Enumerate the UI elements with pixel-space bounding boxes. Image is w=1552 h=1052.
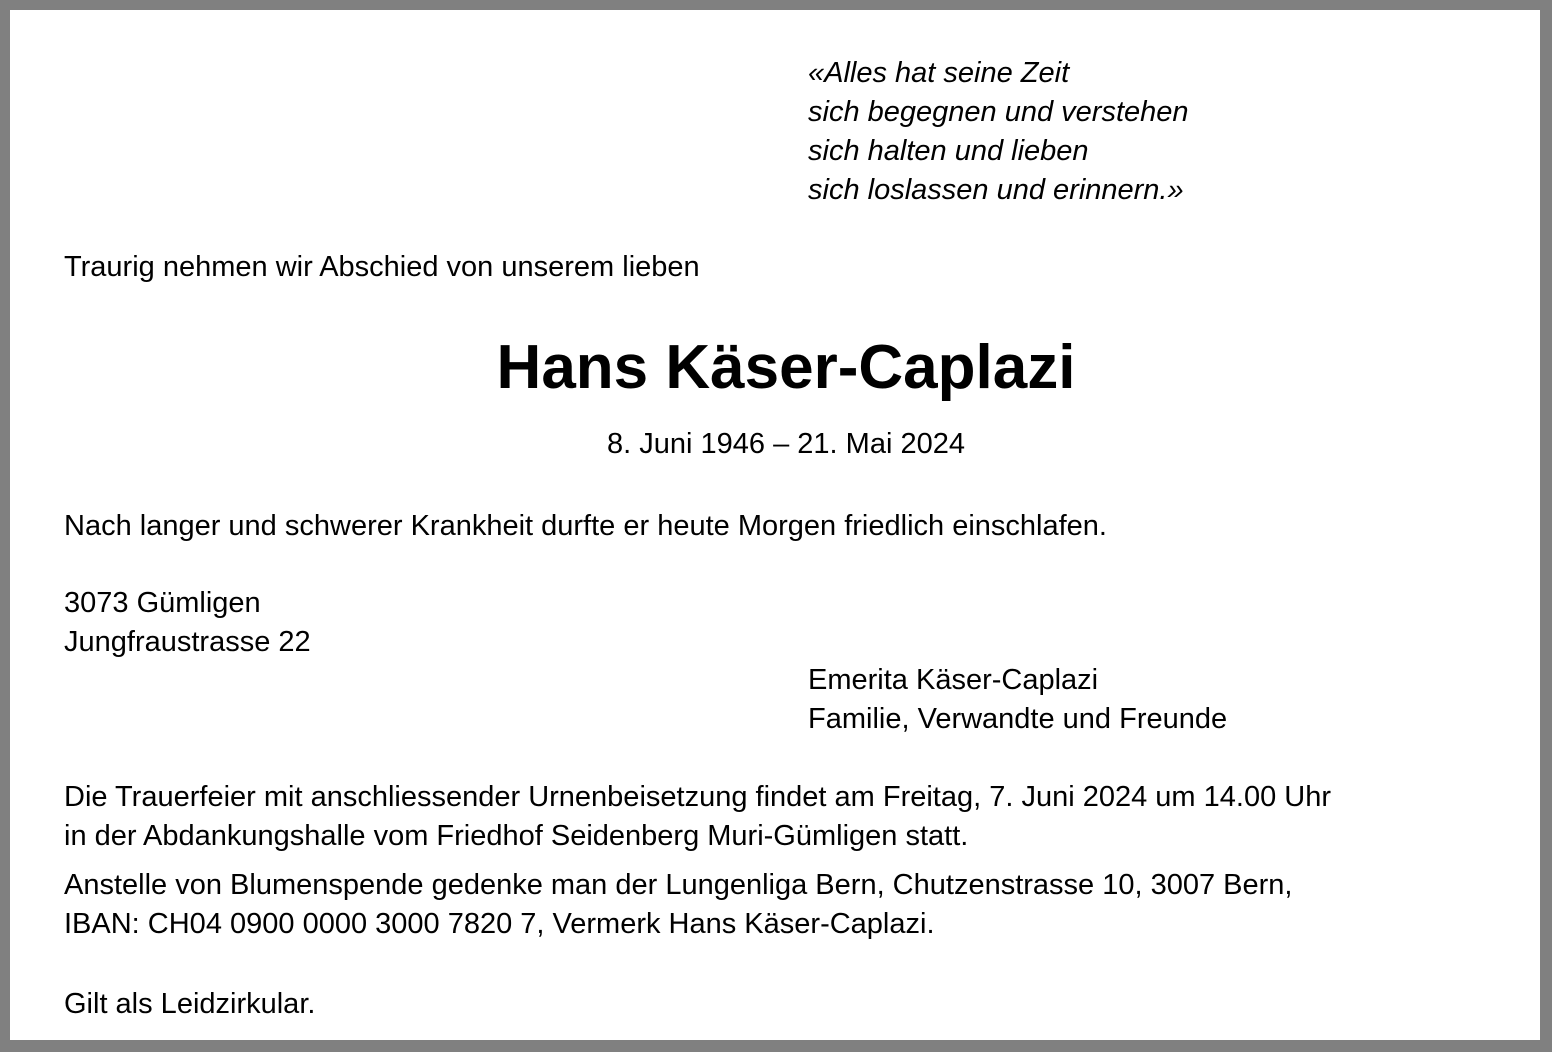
address [64,584,311,662]
death-message: Nach langer und schwerer Krankheit durfte er heute Morgen friedlich einschlafen. [64,510,1107,542]
deceased-name: Hans Käser-Caplazi [496,333,1076,402]
donation-info [64,866,1292,944]
ceremony-line: in der Abdankungshalle vom Friedhof Seidenberg Muri-Gümligen statt. [64,820,969,852]
address-city: 3073 Gümligen [64,587,261,619]
quote-line: sich halten und lieben [808,135,1089,167]
signer-family: Familie, Verwandte und Freunde [808,703,1228,735]
life-dates: 8. Juni 1946 – 21. Mai 2024 [607,428,965,460]
closing-note: Gilt als Leidzirkular. [64,988,316,1020]
quote-line: «Alles hat seine Zeit [808,57,1070,89]
donation-line: Anstelle von Blumenspende gedenke man der Lungenliga Bern, Chutzenstrasse 10, 3007 Bern, [64,869,1293,901]
quote-line: sich loslassen und erinnern.» [808,174,1184,206]
ceremony-info [64,778,1331,856]
signer-name: Emerita Käser-Caplazi [808,664,1099,696]
ceremony-line: Die Trauerfeier mit anschliessender Urnenbeisetzung findet am Freitag, 7. Juni 2024 um 14.00 Uhr [64,781,1331,813]
quote-line: sich begegnen und verstehen [808,96,1189,128]
quote [808,54,1189,210]
address-street: Jungfraustrasse 22 [64,626,311,658]
signers [808,661,1227,739]
intro-text: Traurig nehmen wir Abschied von unserem lieben [64,251,700,283]
donation-line: IBAN: CH04 0900 0000 3000 7820 7, Vermerk Hans Käser-Caplazi. [64,908,935,940]
